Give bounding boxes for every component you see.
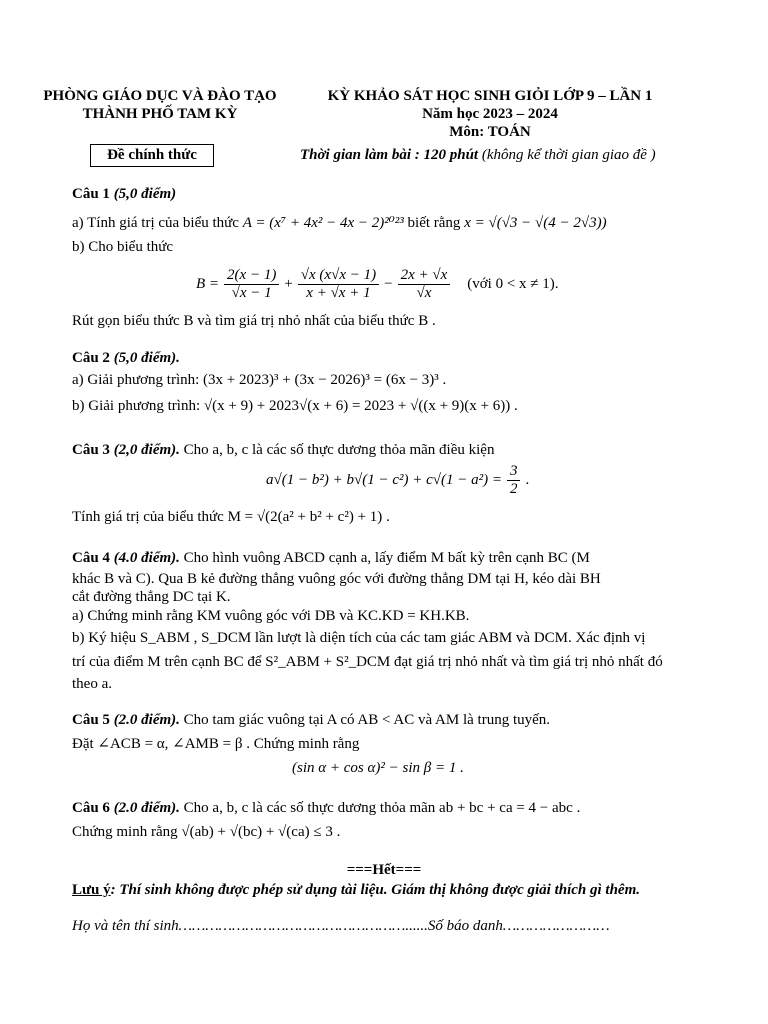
q5-points: (2.0 điểm). bbox=[113, 712, 180, 728]
q1b-fraction-3 bbox=[398, 267, 451, 302]
q4-points: (4.0 điểm). bbox=[113, 550, 180, 566]
subject: Môn: TOÁN bbox=[449, 124, 531, 140]
q3-title: Câu 3 bbox=[72, 442, 110, 458]
q1b-expression bbox=[196, 258, 559, 310]
q1-heading bbox=[72, 185, 176, 203]
time-limit-bold: Thời gian làm bài : 120 phút bbox=[300, 147, 479, 163]
q5-equation: (sin α + cos α)² − sin β = 1 . bbox=[292, 760, 464, 776]
q1a-text: a) Tính giá trị của biểu thức bbox=[72, 215, 243, 231]
q4-line5: b) Ký hiệu S_ABM , S_DCM lần lượt là diện tích của các tam giác ABM và DCM. Xác định vị bbox=[72, 630, 646, 646]
q1b-text: b) Cho biểu thức bbox=[72, 239, 174, 255]
note-label: Lưu ý bbox=[72, 882, 111, 898]
school-year: Năm học 2023 – 2024 bbox=[422, 106, 558, 122]
footer-note bbox=[72, 881, 640, 899]
q1b-prefix: B = bbox=[196, 275, 220, 292]
q1b-f2-numerator: √x (x√x − 1) bbox=[298, 267, 379, 285]
q6-line1: Cho a, b, c là các số thực dương thỏa mãn ab + bc + ca = 4 − abc . bbox=[179, 800, 581, 816]
q5-line1: Cho tam giác vuông tại A có AB < AC và AM là trung tuyến. bbox=[179, 712, 551, 728]
q4-heading bbox=[72, 549, 590, 567]
q6-title: Câu 6 bbox=[72, 800, 110, 816]
exam-title: KỲ KHẢO SÁT HỌC SINH GIỎI LỚP 9 – LẦN 1 bbox=[327, 88, 653, 104]
q3-task: Tính giá trị của biểu thức M = √(2(a² + b² + c²) + 1) . bbox=[72, 509, 390, 525]
q1a-mid: biết rằng bbox=[407, 215, 465, 231]
q1-title: Câu 1 bbox=[72, 186, 110, 202]
q5-line2: Đặt ∠ACB = α, ∠AMB = β . Chứng minh rằng bbox=[72, 736, 360, 752]
q4-line3: cắt đường thẳng DC tại K. bbox=[72, 589, 231, 605]
time-limit bbox=[300, 147, 656, 164]
q1b-f2-denominator: x + √x + 1 bbox=[306, 284, 371, 301]
period: . bbox=[525, 471, 530, 488]
candidate-info-line: Họ và tên thí sinh……………………………………………......Số báo danh…………………… bbox=[72, 918, 610, 934]
q4-line1: Cho hình vuông ABCD cạnh a, lấy điểm M bất kỳ trên cạnh BC (M bbox=[179, 550, 590, 566]
q3-condition-expression: a√(1 − b²) + b√(1 − c²) + c√(1 − a²) = bbox=[266, 471, 502, 488]
q1-points: (5,0 điểm) bbox=[113, 186, 177, 202]
q6-line2: Chứng minh rằng √(ab) + √(bc) + √(ca) ≤ 3 . bbox=[72, 824, 341, 840]
q3-fraction bbox=[507, 463, 521, 498]
q2-title: Câu 2 bbox=[72, 350, 110, 366]
q1a-condition: x = √(√3 − √(4 − 2√3)) bbox=[464, 215, 607, 231]
q4-title: Câu 4 bbox=[72, 550, 110, 566]
q1a-expression: A = (x⁷ + 4x² − 4x − 2)²⁰²³ bbox=[242, 215, 404, 231]
q3-points: (2,0 điểm). bbox=[113, 442, 180, 458]
city-name: THÀNH PHỐ TAM KỲ bbox=[82, 106, 238, 122]
q6-points: (2.0 điểm). bbox=[113, 800, 180, 816]
q5-title: Câu 5 bbox=[72, 712, 110, 728]
q6-heading bbox=[72, 799, 580, 817]
q1b-condition: (với 0 < x ≠ 1). bbox=[467, 275, 559, 292]
q4-line2: khác B và C). Qua B kẻ đường thẳng vuông góc với đường thẳng DM tại H, kéo dài BH bbox=[72, 571, 601, 587]
q3-intro: Cho a, b, c là các số thực dương thỏa mãn điều kiện bbox=[179, 442, 495, 458]
q3-numerator: 3 bbox=[507, 463, 521, 481]
q2b: b) Giải phương trình: √(x + 9) + 2023√(x + 6) = 2023 + √((x + 9)(x + 6)) . bbox=[72, 398, 518, 414]
time-limit-note: (không kể thời gian giao đề ) bbox=[478, 147, 656, 163]
q1b-fraction-1 bbox=[224, 267, 279, 302]
q3-heading bbox=[72, 441, 494, 459]
q4-line7: theo a. bbox=[72, 676, 112, 692]
end-marker: ===Hết=== bbox=[346, 862, 422, 878]
q1b-f1-denominator: √x − 1 bbox=[231, 284, 272, 301]
q2-heading bbox=[72, 349, 180, 367]
note-text: : Thí sinh không được phép sử dụng tài liệu. Giám thị không được giải thích gì thêm. bbox=[110, 882, 641, 898]
q1b-fraction-2 bbox=[298, 267, 379, 302]
q1b-f3-denominator: √x bbox=[416, 284, 432, 301]
q1b-task: Rút gọn biểu thức B và tìm giá trị nhỏ nhất của biểu thức B . bbox=[72, 313, 436, 329]
official-exam-box: Đề chính thức bbox=[90, 144, 214, 167]
q5-heading bbox=[72, 711, 550, 729]
q4-line4: a) Chứng minh rằng KM vuông góc với DB và KC.KD = KH.KB. bbox=[72, 608, 470, 624]
q4-line6: trí của điểm M trên cạnh BC để S²_ABM + S²_DCM đạt giá trị nhỏ nhất và tìm giá trị nhỏ nhất đó bbox=[72, 654, 663, 670]
department-name: PHÒNG GIÁO DỤC VÀ ĐÀO TẠO bbox=[43, 88, 277, 104]
q3-condition bbox=[266, 460, 529, 500]
q1b-f1-numerator: 2(x − 1) bbox=[224, 267, 279, 285]
plus-sign: + bbox=[284, 275, 293, 292]
q1a bbox=[72, 214, 607, 232]
minus-sign: − bbox=[384, 275, 393, 292]
q3-denominator: 2 bbox=[509, 480, 518, 497]
q1b-f3-numerator: 2x + √x bbox=[398, 267, 451, 285]
q2a: a) Giải phương trình: (3x + 2023)³ + (3x − 2026)³ = (6x − 3)³ . bbox=[72, 372, 447, 388]
q2-points: (5,0 điểm). bbox=[113, 350, 180, 366]
